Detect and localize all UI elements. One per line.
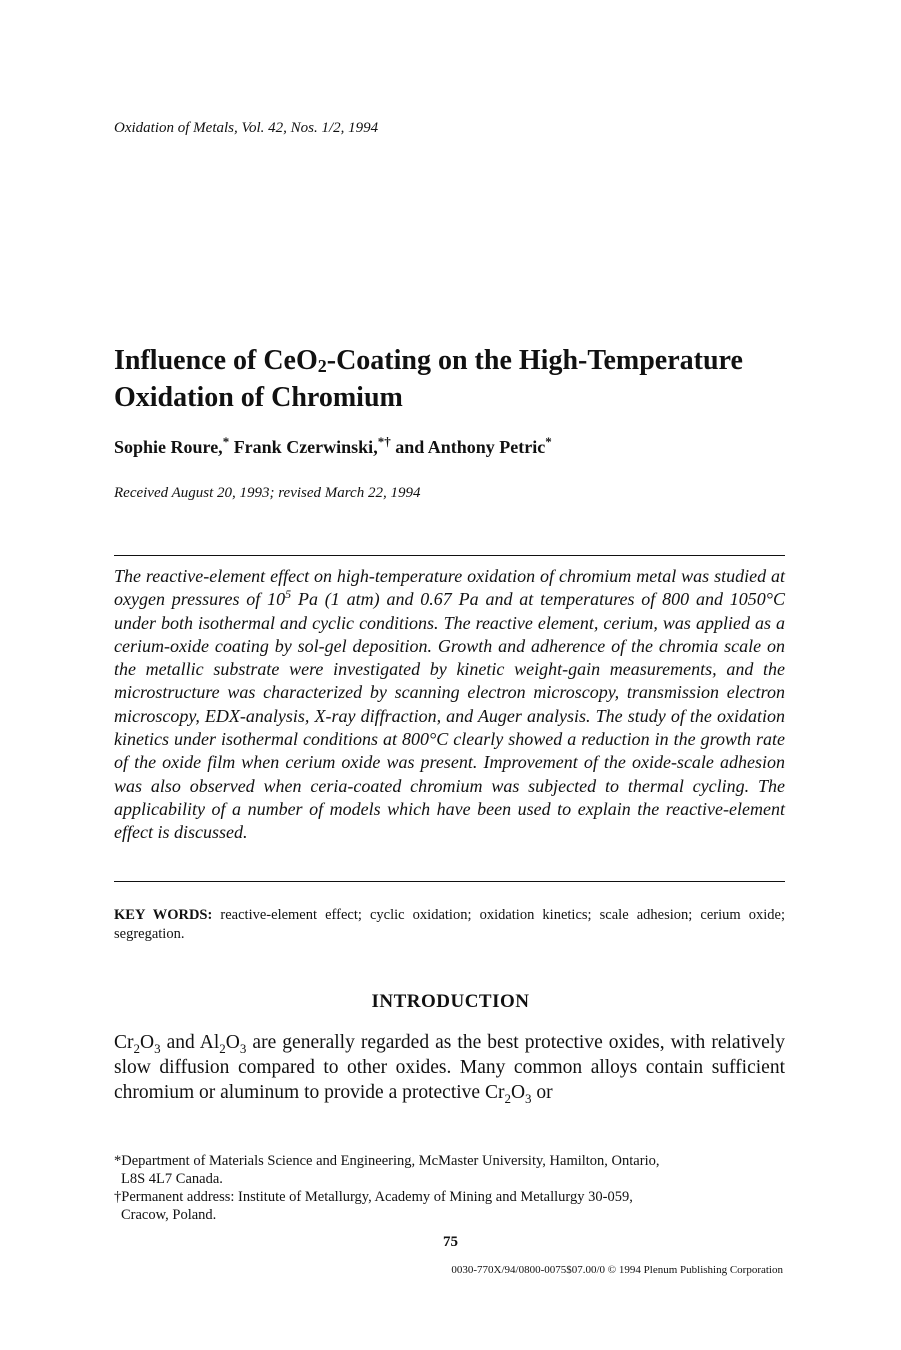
author-2-mark: *† xyxy=(377,434,391,449)
intro-subscript: 3 xyxy=(154,1040,161,1056)
author-2: Frank Czerwinski, xyxy=(229,437,378,457)
footnote-line: *Department of Materials Science and Engineering, McMaster University, Hamilton, Ontario, xyxy=(114,1153,660,1169)
abstract-text-2: Pa (1 atm) and 0.67 Pa and at temperatures of 800 and 1050°C under both isothermal and cyclic conditions. The reactive element, cerium, was applied as a cerium-oxide coating by sol-gel deposition. Growth and adherence of the chromia scale on the metallic substrate were investigated by kinetic weight-gain measurements, and the microstructure was characterized by scanning electron microscopy, transmission electron microscopy, EDX-analysis, X-ray diffraction, and Auger analysis. The study of the oxidation kinetics under isothermal conditions at 800°C clearly showed a reduction in the growth rate of the oxide film when cerium oxide was present. Improvement of the oxide-scale adhesion was also observed when ceria-coated chromium was subjected to thermal cycling. The applicability of a number of models which have been used to explain the reactive-element effect is discussed. xyxy=(114,589,785,843)
intro-subscript: 2 xyxy=(219,1040,226,1056)
author-3-mark: * xyxy=(545,434,552,449)
abstract-text-1: The reactive-element effect on high-temperature oxidation of chromium metal was studied at oxygen pressures of 10 xyxy=(114,566,785,610)
keywords xyxy=(114,906,785,944)
footnote-line: †Permanent address: Institute of Metallurgy, Academy of Mining and Metallurgy 30-059, xyxy=(114,1189,633,1205)
author-1-mark: * xyxy=(222,434,230,449)
abstract-top-rule xyxy=(114,555,785,556)
intro-paragraph xyxy=(114,1030,785,1105)
abstract-bottom-rule xyxy=(114,881,785,882)
intro-text: O xyxy=(225,1032,240,1053)
intro-subscript: 3 xyxy=(525,1090,532,1106)
keywords-label: KEY WORDS: xyxy=(114,907,213,923)
title-part-1: Influence of CeO xyxy=(114,345,318,376)
section-heading: INTRODUCTION xyxy=(371,991,530,1012)
author-3: and Anthony Petric xyxy=(390,437,546,457)
article-title xyxy=(114,342,814,416)
intro-subscript: 2 xyxy=(504,1090,511,1106)
author-list xyxy=(114,434,552,458)
journal-reference: Oxidation of Metals, Vol. 42, Nos. 1/2, 1994 xyxy=(114,120,379,136)
abstract-exponent: 5 xyxy=(285,587,292,602)
page-number: 75 xyxy=(443,1234,458,1250)
intro-text: Cr xyxy=(114,1032,134,1053)
abstract xyxy=(114,565,785,845)
intro-text: or xyxy=(531,1082,553,1103)
author-1: Sophie Roure, xyxy=(114,437,223,457)
title-subscript: 2 xyxy=(317,356,327,376)
footnote-line: L8S 4L7 Canada. xyxy=(121,1171,223,1187)
intro-text: O xyxy=(140,1032,155,1053)
footnote-affiliation xyxy=(114,1152,785,1188)
keywords-text: reactive-element effect; cyclic oxidation; oxidation kinetics; scale adhesion; cerium oxide; segregation. xyxy=(114,907,785,942)
footnote-line: Cracow, Poland. xyxy=(121,1207,217,1223)
title-part-2: -Coating on the High-Temperature Oxidation of Chromium xyxy=(114,345,743,413)
intro-text: O xyxy=(510,1082,526,1103)
intro-text: are generally regarded as the best protective oxides, with relatively slow diffusion compared to other oxides. Many common alloys contain sufficient chromium or aluminum to provide a protective Cr xyxy=(114,1032,785,1103)
intro-subscript: 2 xyxy=(133,1040,140,1056)
received-dates: Received August 20, 1993; revised March 22, 1994 xyxy=(114,485,421,501)
copyright-line: 0030-770X/94/0800-0075$07.00/0 © 1994 Plenum Publishing Corporation xyxy=(451,1264,783,1276)
intro-subscript: 3 xyxy=(239,1040,247,1056)
footnote-permanent-address xyxy=(114,1188,785,1224)
intro-text: and Al xyxy=(160,1032,220,1053)
